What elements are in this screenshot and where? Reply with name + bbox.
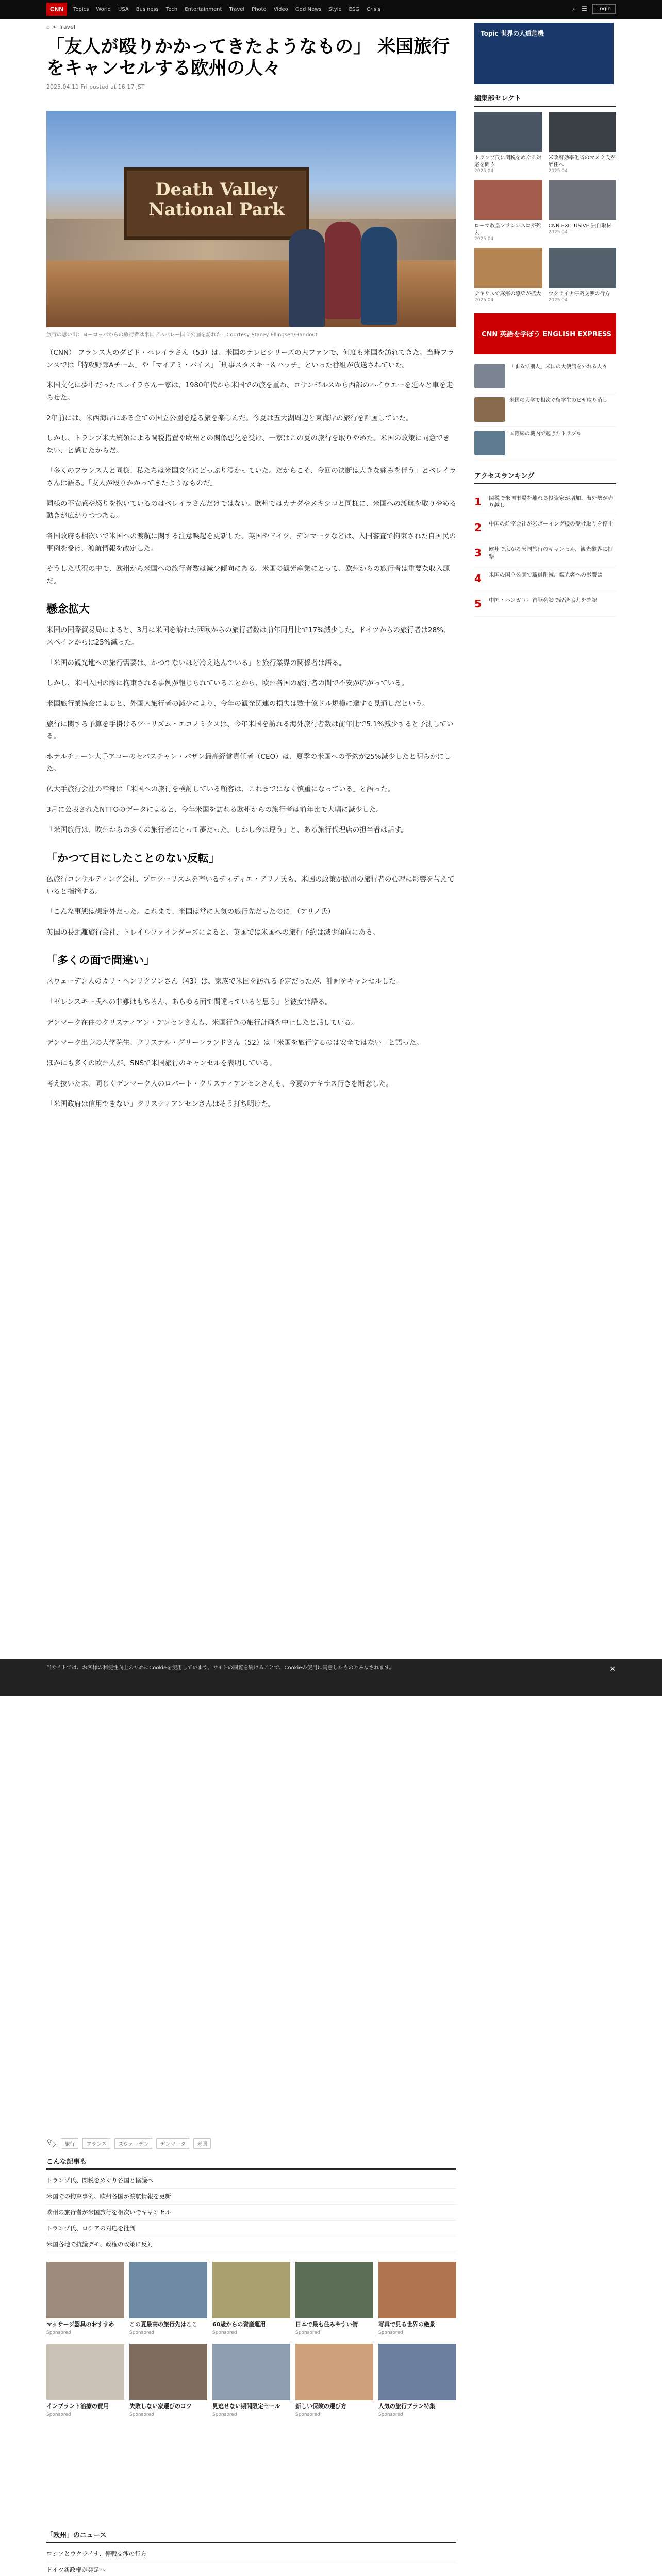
card-source: Sponsored [129, 2412, 154, 2417]
sponsored-card[interactable] [212, 2344, 290, 2417]
nav-photo[interactable]: Photo [252, 6, 267, 12]
card-title: マッサージ器具のおすすめ [46, 2321, 114, 2328]
paragraph: 3月に公表されたNTTOのデータによると、今年米国を訪れる欧州からの旅行者は前年比で大幅に減少した。 [46, 805, 384, 814]
sponsored-card[interactable] [378, 2262, 456, 2335]
card-title: この夏最高の旅行先はここ [129, 2321, 197, 2328]
paragraph: 米国文化に夢中だったペレイラさん一家は、1980年代から米国での旅を重ね、ロサンゼルスから西部のハイウエーを延々と車を走らせた。 [46, 381, 453, 402]
card-title: 写真で見る世界の絶景 [378, 2321, 435, 2328]
paragraph: デンマーク在住のクリスティアン・アンセンさんも、米国行きの旅行計画を中止したと話している。 [46, 1018, 358, 1027]
paragraph: 仏旅行コンサルティング会社、プロツーリズムを率いるディディエ・アリノ氏も、米国の政策が欧州の旅行者の心理に影響を与えていると指摘する。 [46, 875, 454, 896]
rank-title: 関税で米国市場を離れる投資家が増加、海外勢が売り越し [489, 495, 614, 509]
paragraph: 考え抜いた末、同じくデンマーク人のロバート・クリスティアンセンさんも、今夏のテキサス行きを断念した。 [46, 1079, 393, 1088]
thumbnail [474, 248, 542, 288]
image-caption: 旅行の思い出：ヨーロッパからの旅行者は米国デスバレー国立公園を訪れた＝Courtesy Stacey Ellingsen/Handout [46, 332, 318, 338]
thumbnail [46, 2262, 124, 2318]
card-title: ウクライナ停戦交渉の行方 [548, 291, 610, 297]
sponsored-card[interactable] [295, 2344, 373, 2417]
tag-list [46, 2138, 211, 2149]
section-heading: 「かつて目にしたことのない反転」 [46, 852, 220, 865]
card-source: Sponsored [295, 2412, 320, 2417]
card-source: Sponsored [46, 2412, 71, 2417]
thumbnail [212, 2262, 290, 2318]
sidebar-card[interactable] [549, 112, 617, 174]
thumbnail [129, 2262, 207, 2318]
nav-video[interactable]: Video [273, 6, 288, 12]
nav-esg[interactable]: ESG [349, 6, 360, 12]
sidebar-card[interactable] [474, 112, 542, 174]
related-item[interactable]: トランプ氏、関税をめぐり各国と協議へ [46, 2173, 456, 2189]
ranking [474, 470, 616, 617]
tag-item[interactable]: 旅行 [61, 2138, 78, 2149]
thumbnail [295, 2262, 373, 2318]
rank-number: 4 [474, 572, 482, 585]
thumbnail [212, 2344, 290, 2400]
sponsored-card[interactable] [129, 2344, 207, 2417]
ranking-item[interactable] [474, 489, 616, 515]
related-item[interactable]: トランプ氏、ロシアの対応を批判 [46, 2221, 456, 2236]
paragraph: 仏大手旅行会社の幹部は「米国への旅行を検討している顧客は、これまでになく慎重になっている」と語った。 [46, 785, 394, 793]
thumbnail [378, 2344, 456, 2400]
top-header [0, 0, 662, 19]
thumbnail [549, 112, 617, 152]
paragraph: しかし、トランプ米大統領による関税措置や欧州との関係悪化を受け、一家はこの夏の旅行を取りやめた。米国の政策に同意できない、と感じたからだ。 [46, 434, 450, 455]
thumbnail [474, 180, 542, 220]
article-title: 「友人が殴りかかってきたようなもの」 米国旅行をキャンセルする欧州の人々 [46, 36, 450, 79]
card-title: トランプ氏に関税をめぐる対応を問う [474, 155, 541, 168]
card-date: 2025.04 [474, 236, 494, 242]
ranking-item[interactable] [474, 591, 616, 617]
cookie-text: 当サイトでは、お客様の利便性向上のためにCookieを使用しています。サイトの閲覧を続けることで、Cookieの使用に同意したものとみなされます。 [46, 1665, 394, 1671]
card-date: 2025.04 [474, 168, 494, 174]
nav-world[interactable]: World [96, 6, 111, 12]
card-source: Sponsored [378, 2412, 403, 2417]
sponsored-card[interactable] [46, 2262, 124, 2335]
sponsored-card[interactable] [295, 2262, 373, 2335]
tag-item[interactable]: フランス [82, 2138, 110, 2149]
rank-number: 3 [474, 546, 482, 559]
article-main [46, 36, 456, 1119]
card-title: 日本で最も住みやすい街 [295, 2321, 358, 2328]
card-source: Sponsored [129, 2330, 154, 2335]
english-express-banner[interactable]: CNN 英語を学ぼう ENGLISH EXPRESS [474, 313, 616, 354]
nav-business[interactable]: Business [136, 6, 159, 12]
paragraph: スウェーデン人のカリ・ヘンリクソンさん（43）は、家族で米国を訪れる予定だったが、計画をキャンセルした。 [46, 977, 403, 986]
card-source: Sponsored [295, 2330, 320, 2335]
nav-usa[interactable]: USA [118, 6, 129, 12]
sponsored-card[interactable] [46, 2344, 124, 2417]
europe-news-heading: 「欧州」のニュース [46, 2530, 456, 2543]
topic-ad-banner[interactable] [474, 23, 614, 84]
hero-image [46, 111, 456, 327]
card-source: Sponsored [212, 2412, 237, 2417]
cookie-notice [0, 1659, 662, 1696]
nav-odd-news[interactable]: Odd News [295, 6, 322, 12]
card-title: 60歳からの資産運用 [212, 2321, 266, 2328]
paragraph: 同様の不安感や怒りを抱いているのはペレイラさんだけではない。欧州ではカナダやメキシコと同様に、米国への渡航を取りやめる動きが広がりつつある。 [46, 499, 457, 520]
rank-number: 1 [474, 495, 482, 508]
thumbnail [549, 180, 617, 220]
paragraph: 「米国旅行は、欧州からの多くの旅行者にとって夢だった。しかし今は違う」と、ある旅行代理店の担当者は話す。 [46, 826, 408, 835]
paragraph: 「多くのフランス人と同様、私たちは米国文化にどっぷり浸かっていた。だからこそ、今回の決断は大きな痛みを伴う」とペレイラさんは語る。「友人が殴りかかってきたようなものだ」 [46, 467, 456, 487]
related-articles [46, 2156, 456, 2252]
paragraph: 各国政府も相次いで米国への渡航に関する注意喚起を更新した。英国やドイツ、デンマークなどは、入国審査で拘束された自国民の事例を受け、渡航情報を改定した。 [46, 532, 456, 553]
ranking-item[interactable] [474, 515, 616, 540]
section-heading: 懸念拡大 [46, 603, 90, 616]
rank-number: 5 [474, 598, 482, 611]
paragraph: 「ゼレンスキー氏への非難はもちろん、あらゆる面で間違っていると思う」と彼女は語る。 [46, 998, 332, 1006]
thumbnail [378, 2262, 456, 2318]
close-icon[interactable]: ✕ [609, 1665, 616, 1673]
breadcrumb-travel[interactable]: Travel [58, 24, 75, 30]
related-item[interactable]: 米国各地で抗議デモ、政権の政策に反対 [46, 2236, 456, 2252]
ad-title: Topic 世界の人道危機 [481, 30, 544, 37]
rank-title: 中国の航空会社が米ボーイング機の受け取りを停止 [489, 520, 614, 527]
ranking-item[interactable] [474, 540, 616, 566]
paragraph: 「こんな事態は想定外だった。これまで、米国は常に人気の旅行先だったのに」（アリノ氏） [46, 908, 335, 917]
list-item-title: 米国の大学で相次ぐ留学生のビザ取り消し [509, 397, 607, 403]
nav-travel[interactable]: Travel [229, 6, 245, 12]
related-item[interactable]: 欧州の旅行者が米国旅行を相次いでキャンセル [46, 2205, 456, 2221]
home-icon[interactable]: ⌂ [46, 24, 50, 30]
rank-title: 欧州で広がる米国旅行のキャンセル、観光業界に打撃 [489, 546, 613, 560]
news-item[interactable]: ドイツ新政権が発足へ [46, 2562, 456, 2576]
thumbnail [474, 112, 542, 152]
nav-crisis[interactable]: Crisis [367, 6, 381, 12]
nav-tech[interactable]: Tech [166, 6, 178, 12]
thumbnail [474, 397, 505, 422]
card-title: CNN EXCLUSIVE 独自取材 [548, 223, 612, 229]
card-date: 2025.04 [548, 168, 568, 174]
paragraph: 「米国政府は信用できない」クリスティアンセンさんはそう打ち明けた。 [46, 1100, 275, 1109]
card-date: 2025.04 [474, 297, 494, 303]
tag-item[interactable]: デンマーク [156, 2138, 189, 2149]
paragraph: 「米国の観光地への旅行需要は、かつてないほど冷え込んでいる」と旅行業界の関係者は語る。 [46, 658, 346, 667]
paragraph: ホテルチェーン大手アコーのセバスチャン・バザン最高経営責任者（CEO）は、夏季の米国への予約が25%減少したと明らかにした。 [46, 752, 451, 773]
paragraph: そうした状況の中で、欧州から米国への旅行者数は減少傾向にある。米国の観光産業にとって、欧州からの旅行者は重要な収入源だ。 [46, 565, 450, 585]
ranking-item[interactable] [474, 566, 616, 591]
thumbnail [46, 2344, 124, 2400]
menu-icon[interactable]: ☰ [581, 5, 588, 13]
person [361, 227, 397, 325]
paragraph: 2年前には、米西海岸にある全ての国立公園を巡る旅を楽しんだ。今夏は五大湖周辺と東海岸の旅行を計画していた。 [46, 414, 413, 422]
sponsored-grid [46, 2262, 456, 2426]
sidebar-card[interactable] [549, 248, 617, 303]
card-title: 見逃せない期間限定セール [212, 2402, 280, 2410]
login-button[interactable]: Login [592, 4, 616, 14]
paragraph: 旅行に関する予算を手掛けるツーリズム・エコノミクスは、今年米国を訪れる海外旅行者数は前年比で5.1%減少すると予測している。 [46, 720, 454, 741]
sidebar-card[interactable] [549, 180, 617, 242]
list-item-title: 国際線の機内で起きたトラブル [509, 431, 582, 437]
card-source: Sponsored [378, 2330, 403, 2335]
list-item-title: 「まるで別人」米国の大使館を外れる人々 [509, 364, 607, 370]
thumbnail [474, 364, 505, 388]
rank-title: 中国・ハンガリー首脳会談で経済協力を確認 [489, 597, 597, 604]
card-title: テキサスで麻疹の感染が拡大 [474, 291, 541, 297]
related-heading: こんな記事も [46, 2156, 456, 2170]
paragraph: （CNN） フランス人のダビド・ペレイラさん（53）は、米国のテレビシリーズの大ファンで、何度も米国を訪れてきた。当時フランスでは「特攻野郎Aチーム」や「マイアミ・バイス」「刑事スタスキー＆ハッチ」といった番組が放送されていた。 [46, 349, 455, 369]
card-title: インプラント治療の費用 [46, 2402, 109, 2410]
paragraph: デンマーク出身の大学院生、クリステル・グリーンランドさん（52）は「米国を旅行するのは安全ではない」と語った。 [46, 1039, 423, 1047]
section-heading: 「多くの面で間違い」 [46, 954, 155, 967]
related-item[interactable]: 米国での拘束事例、欧州各国が渡航情報を更新 [46, 2189, 456, 2205]
thumbnail [129, 2344, 207, 2400]
card-title: ローマ教皇フランシスコが死去 [474, 223, 541, 236]
thumbnail [295, 2344, 373, 2400]
paragraph: 英国の長距離旅行会社、トレイルファインダーズによると、英国では米国への旅行予約は減少傾向にある。 [46, 928, 379, 937]
sidebar-card[interactable] [474, 248, 542, 303]
list-item[interactable] [474, 427, 616, 460]
nav-entertainment[interactable]: Entertainment [185, 6, 222, 12]
list-item[interactable] [474, 360, 616, 393]
search-icon[interactable]: ⌕ [572, 5, 576, 13]
person [289, 229, 325, 327]
card-title: 新しい保険の選び方 [295, 2402, 346, 2410]
europe-news [46, 2530, 456, 2576]
card-source: Sponsored [212, 2330, 237, 2335]
thumbnail [474, 431, 505, 455]
paragraph: ほかにも多くの欧州人が、SNSで米国旅行のキャンセルを表明している。 [46, 1059, 276, 1067]
sidebar [474, 93, 616, 617]
park-sign: Death Valley National Park [124, 167, 309, 240]
paragraph: 米国の国際貿易局によると、3月に米国を訪れた西欧からの旅行者数は前年同月比で17%減少した。ドイツからの旅行者は28%、スペインからは25%減った。 [46, 626, 451, 647]
rank-number: 2 [474, 521, 482, 534]
cnn-logo[interactable]: CNN [46, 3, 67, 16]
paragraph: しかし、米国入国の際に拘束される事例が報じられていることから、欧州各国の旅行者の間で不安が広がっている。 [46, 679, 408, 688]
breadcrumb: ⌂ > Travel [46, 24, 75, 30]
sponsored-card[interactable] [212, 2262, 290, 2335]
rank-title: 米国の国立公園で職員削減、観光客への影響は [489, 572, 603, 579]
person [325, 222, 361, 319]
tag-icon: 🏷 [46, 2139, 57, 2148]
card-source: Sponsored [46, 2330, 71, 2335]
card-date: 2025.04 [548, 297, 568, 303]
paragraph: 米国旅行業協会によると、外国人旅行者の減少により、今年の観光関連の損失は数十億ドル規模に達する見通しだという。 [46, 699, 429, 708]
card-title: 人気の旅行プラン特集 [378, 2402, 435, 2410]
card-title: 米政府効率化省のマスク氏が辞任へ [548, 155, 616, 168]
nav-topics[interactable]: Topics [73, 6, 89, 12]
card-title: 失敗しない家選びのコツ [129, 2402, 192, 2410]
ranking-heading: アクセスランキング [474, 470, 616, 484]
sidebar-heading: 編集部セレクト [474, 93, 616, 107]
article-date: 2025.04.11 Fri posted at 16:17 JST [46, 83, 145, 90]
thumbnail [549, 248, 617, 288]
nav-style[interactable]: Style [328, 6, 342, 12]
sponsored-card[interactable] [378, 2344, 456, 2417]
tag-item[interactable]: 米国 [193, 2138, 211, 2149]
news-item[interactable]: ロシアとウクライナ、停戦交渉の行方 [46, 2546, 456, 2562]
card-date: 2025.04 [548, 229, 568, 235]
tag-item[interactable]: スウェーデン [114, 2138, 152, 2149]
sponsored-card[interactable] [129, 2262, 207, 2335]
list-item[interactable] [474, 393, 616, 427]
sidebar-card[interactable] [474, 180, 542, 242]
